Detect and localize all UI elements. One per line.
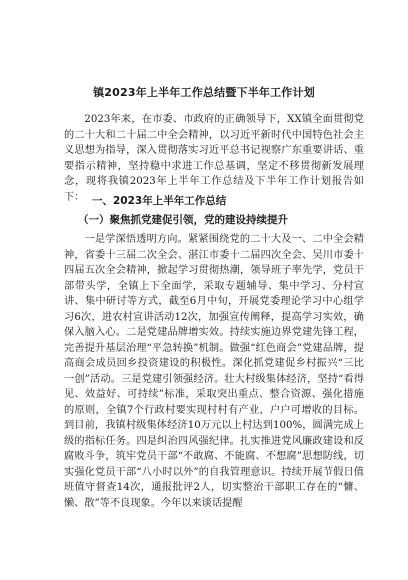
section-heading-1: 一、2023年上半年工作总结 (92, 195, 227, 207)
intro-paragraph: 2023年来，在市委、市政府的正确领导下，XX镇全面贯彻党的二十大和二十届二中全会精神，以习近平新时代中国特色社会主义思想为指导，深入贯彻落实习近平总书记视察广东重要讲话、重要指示精神，坚持稳中求进工作总基调，坚定不移贯彻新发展理念，现将我镇2023年上半年工作总结及下半年工作计划报告如下： (64, 114, 364, 203)
subsection-heading-1: （一）聚焦抓党建促引领，党的建设持续提升 (78, 214, 288, 226)
body-paragraph: 一是学深悟透明方向。紧紧围绕党的二十大及一、二中全会精神，省委十三届二次全会、湛江市委十二届四次全会、吴川市委十四届五次全会精神，掀起学习贯彻热潮，领导班子率先学，党员干部带头学，全镇上下全面学，采取专题辅导、集中学习、分村宣讲、集中研讨等方式，截至6月中旬，开展党委理论学习中心组学习6次，进农村宣讲活动12次，加强宣传阐释，提高学习实效，确保入脑入心。二是党建品牌增实效。持续实施边界党建先锋工程，完善提升基层治理“平急转换”机制。做强“红色商会”党建品牌，提高商会成员回乡投资建设的积极性。深化抓党建促乡村振兴“三比一创”活动。三是党建引领强经济。壮大村级集体经济，坚持“看得见、效益好、可持续”标准，采取突出重点、整合资源、强化措施的原则，全镇7个行政村要实现村村有产业，户户可增收的目标。到目前，我镇村级集体经济10万元以上村达到100%，圆满完成上级的指标任务。四是纠治四风强纪律。扎实推进党风廉政建设和反腐败斗争，筑牢党员干部“不敢腐、不能腐、不想腐”思想防线，切实强化党员干部“八小时以外”的自我管理意识。持续开展节假日值班值守督查14次，通报批评2人，切实整治干部职工存在的“慵、懒、散”等不良现象。今年以来谈话提醒 (64, 234, 364, 509)
document-title: 镇2023年上半年工作总结暨下半年工作计划 (93, 86, 315, 99)
